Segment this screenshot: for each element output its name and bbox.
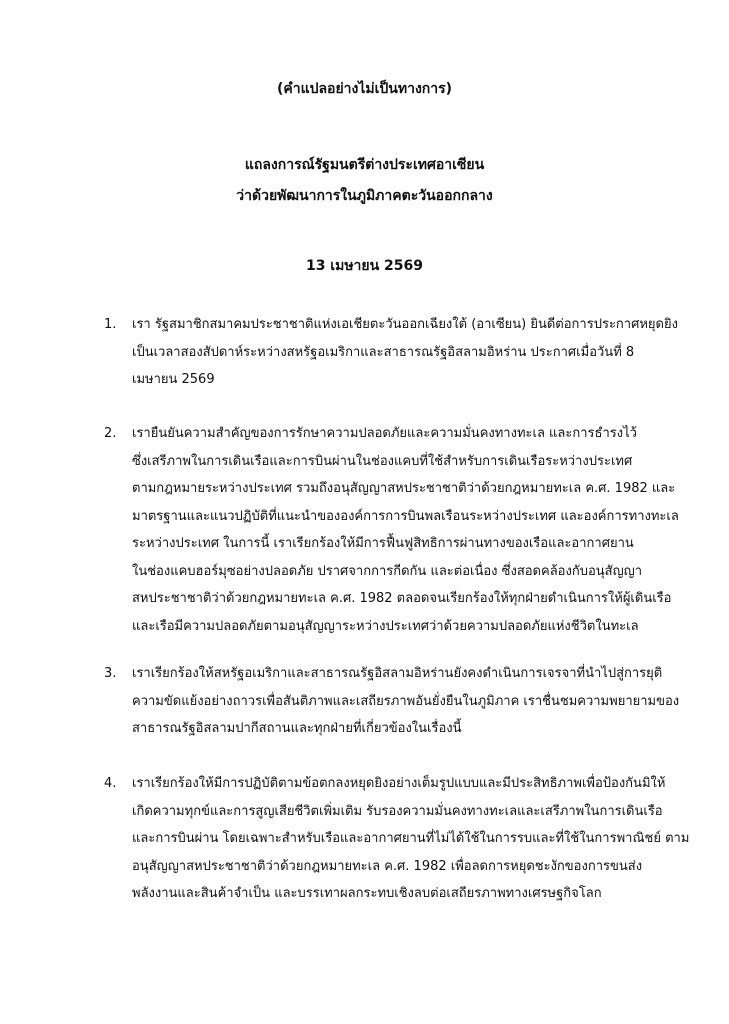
paragraph-4 xyxy=(104,770,690,908)
paragraph-line: ตามกฎหมายระหว่างประเทศ รวมถึงอนุสัญญาสหประชาชาติว่าด้วยกฎหมายทะเล ค.ศ. 1982 และ xyxy=(132,481,676,496)
paragraph-line: พลังงานและสินค้าจำเป็น และบรรเทาผลกระทบเชิงลบต่อเสถียรภาพทางเศรษฐกิจโลก xyxy=(132,886,602,901)
paragraph-1 xyxy=(104,311,684,394)
paragraph-line: สหประชาชาติว่าด้วยกฎหมายทะเล ค.ศ. 1982 ตลอดจนเรียกร้องให้ทุกฝ่ายดำเนินการให้ผู้เดินเรือ xyxy=(132,591,672,606)
paragraph-number: 3. xyxy=(104,666,117,681)
paragraph-line: เป็นเวลาสองสัปดาห์ระหว่างสหรัฐอเมริกาและสาธารณรัฐอิสลามอิหร่าน ประกาศเมื่อวันที่ 8 xyxy=(132,344,635,360)
paragraph-line: มาตรฐานและแนวปฏิบัติที่แนะนำขององค์การการบินพลเรือนระหว่างประเทศ และองค์การทางทะเล xyxy=(132,508,679,524)
unofficial-translation-note: (คำแปลอย่างไม่เป็นทางการ) xyxy=(276,81,453,97)
paragraph-line: ซึ่งเสรีภาพในการเดินเรือและการบินผ่านในช่องแคบที่ใช้สำหรับการเดินเรือระหว่างประเทศ xyxy=(132,453,633,469)
paragraph-number: 2. xyxy=(104,426,117,441)
paragraph-text xyxy=(132,660,684,743)
paragraph-number: 4. xyxy=(104,776,117,791)
paragraph-line: เรายืนยันความสำคัญของการรักษาความปลอดภัยและความมั่นคงทางทะเล และการธำรงไว้ xyxy=(132,426,637,441)
paragraph-text xyxy=(132,420,684,640)
paragraph-line: อนุสัญญาสหประชาชาติว่าด้วยกฎหมายทะเล ค.ศ. 1982 เพื่อลดการหยุดชะงักของการขนส่ง xyxy=(132,858,643,874)
paragraph-line: เกิดความทุกข์และการสูญเสียชีวิตเพิ่มเติม รับรองความมั่นคงทางทะเลและเสรีภาพในการเดินเรือ xyxy=(132,803,663,819)
paragraph-2 xyxy=(104,420,684,640)
document-title-line-2: ว่าด้วยพัฒนาการในภูมิภาคตะวันออกกลาง xyxy=(236,188,493,204)
paragraph-line: ความขัดแย้งอย่างถาวรเพื่อสันติภาพและเสถียรภาพอันยั่งยืนในภูมิภาค เราชื่นชมความพยายามของ xyxy=(132,693,680,709)
paragraph-line: เราเรียกร้องให้มีการปฏิบัติตามข้อตกลงหยุดยิงอย่างเต็มรูปแบบและมีประสิทธิภาพเพื่อป้องกันมิให้ xyxy=(132,776,666,791)
paragraph-line: สาธารณรัฐอิสลามปากีสถานและทุกฝ่ายที่เกี่ยวข้องในเรื่องนี้ xyxy=(132,721,462,736)
paragraph-line: ในช่องแคบฮอร์มุซอย่างปลอดภัย ปราศจากการกีดกัน และต่อเนื่อง ซึ่งสอดคล้องกับอนุสัญญา xyxy=(132,563,643,579)
document-date: 13 เมษายน 2569 xyxy=(305,258,424,274)
paragraph-text xyxy=(132,311,684,394)
paragraph-line: ระหว่างประเทศ ในการนี้ เราเรียกร้องให้มีการฟื้นฟูสิทธิการผ่านทางของเรือและอากาศยาน xyxy=(132,536,634,551)
paragraph-text xyxy=(132,770,690,908)
paragraph-number: 1. xyxy=(104,317,117,332)
paragraph-line: เราเรียกร้องให้สหรัฐอเมริกาและสาธารณรัฐอิสลามอิหร่านยังคงดำเนินการเจรจาที่นำไปสู่การยุติ xyxy=(132,666,663,681)
paragraph-line: เมษายน 2569 xyxy=(132,372,215,387)
paragraph-line: เรา รัฐสมาชิกสมาคมประชาชาติแห่งเอเชียตะวันออกเฉียงใต้ (อาเซียน) ยินดีต่อการประกาศหยุดยิง xyxy=(132,317,678,332)
paragraph-line: และเรือมีความปลอดภัยตามอนุสัญญาระหว่างประเทศว่าด้วยความปลอดภัยแห่งชีวิตในทะเล xyxy=(132,618,639,634)
paragraph-3 xyxy=(104,660,684,743)
document-title-line-1: แถลงการณ์รัฐมนตรีต่างประเทศอาเซียน xyxy=(244,157,485,173)
paragraph-line: และการบินผ่าน โดยเฉพาะสำหรับเรือและอากาศยานที่ไม่ได้ใช้ในการรบและที่ใช้ในการพาณิชย์ ตาม xyxy=(132,831,690,846)
